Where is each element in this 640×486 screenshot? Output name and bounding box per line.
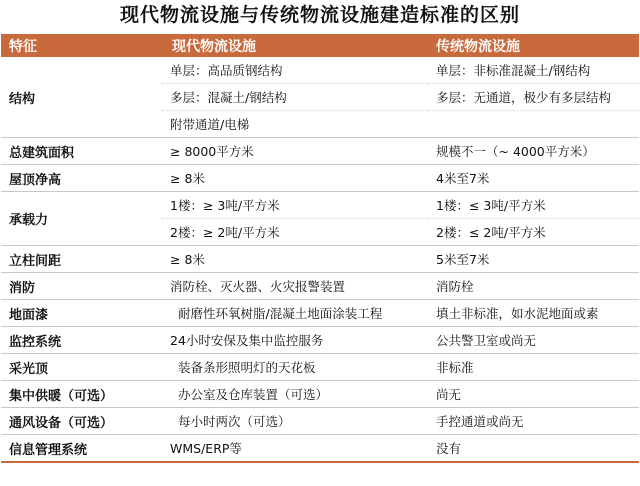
table-row bbox=[1, 408, 639, 435]
header-modern: 现代物流设施 bbox=[162, 34, 428, 57]
table-row bbox=[1, 246, 639, 273]
cell-monitor-traditional: 公共警卫室或尚无 bbox=[428, 327, 639, 354]
cell-ventilation-modern: 每小时两次（可选） bbox=[162, 408, 428, 435]
cell-area-modern: ≥ 8000平方米 bbox=[162, 138, 428, 165]
cell-floor-traditional: 填土非标准，如水泥地面或素 bbox=[428, 300, 639, 327]
cell-ventilation-traditional: 手控通道或尚无 bbox=[428, 408, 639, 435]
cell-structure-modern-3: 附带通道/电梯 bbox=[162, 111, 428, 138]
comparison-table bbox=[1, 34, 639, 463]
cell-heating-modern: 办公室及仓库装置（可选） bbox=[162, 381, 428, 408]
table-row bbox=[1, 192, 639, 219]
table-row bbox=[1, 381, 639, 408]
cell-load-traditional-1: 1楼：≤ 3吨/平方米 bbox=[428, 192, 639, 219]
feature-info: 信息管理系统 bbox=[1, 435, 162, 463]
table-row bbox=[1, 165, 639, 192]
cell-info-modern: WMS/ERP等 bbox=[162, 435, 428, 463]
cell-column-modern: ≥ 8米 bbox=[162, 246, 428, 273]
cell-structure-modern-2: 多层：混凝土/钢结构 bbox=[162, 84, 428, 111]
table-row bbox=[1, 138, 639, 165]
cell-area-traditional: 规模不一（~ 4000平方米） bbox=[428, 138, 639, 165]
cell-floor-modern: 耐磨性环氧树脂/混凝土地面涂装工程 bbox=[162, 300, 428, 327]
feature-fire: 消防 bbox=[1, 273, 162, 300]
feature-structure: 结构 bbox=[1, 57, 162, 138]
cell-structure-traditional-3 bbox=[428, 111, 639, 138]
feature-ventilation: 通风设备（可选） bbox=[1, 408, 162, 435]
cell-lighting-traditional: 非标准 bbox=[428, 354, 639, 381]
feature-load: 承载力 bbox=[1, 192, 162, 246]
feature-column: 立柱间距 bbox=[1, 246, 162, 273]
feature-heating: 集中供暖（可选） bbox=[1, 381, 162, 408]
table-row bbox=[1, 354, 639, 381]
cell-info-traditional: 没有 bbox=[428, 435, 639, 463]
cell-column-traditional: 5米至7米 bbox=[428, 246, 639, 273]
cell-structure-modern-1: 单层：高品质钢结构 bbox=[162, 57, 428, 84]
cell-fire-modern: 消防栓、灭火器、火灾报警装置 bbox=[162, 273, 428, 300]
cell-structure-traditional-2: 多层：无通道，极少有多层结构 bbox=[428, 84, 639, 111]
table-row bbox=[1, 435, 639, 463]
cell-monitor-modern: 24小时安保及集中监控服务 bbox=[162, 327, 428, 354]
feature-area: 总建筑面积 bbox=[1, 138, 162, 165]
cell-lighting-modern: 装备条形照明灯的天花板 bbox=[162, 354, 428, 381]
feature-height: 屋顶净高 bbox=[1, 165, 162, 192]
page-title: 现代物流设施与传统物流设施建造标准的区别 bbox=[119, 4, 520, 26]
cell-height-traditional: 4米至7米 bbox=[428, 165, 639, 192]
cell-load-modern-2: 2楼：≥ 2吨/平方米 bbox=[162, 219, 428, 246]
cell-height-modern: ≥ 8米 bbox=[162, 165, 428, 192]
feature-lighting: 采光顶 bbox=[1, 354, 162, 381]
feature-floor: 地面漆 bbox=[1, 300, 162, 327]
table-row bbox=[1, 57, 639, 84]
table-header-row bbox=[1, 34, 639, 57]
header-feature: 特征 bbox=[1, 34, 162, 57]
table-row bbox=[1, 300, 639, 327]
cell-load-traditional-2: 2楼：≤ 2吨/平方米 bbox=[428, 219, 639, 246]
feature-monitor: 监控系统 bbox=[1, 327, 162, 354]
cell-load-modern-1: 1楼：≥ 3吨/平方米 bbox=[162, 192, 428, 219]
cell-heating-traditional: 尚无 bbox=[428, 381, 639, 408]
cell-structure-traditional-1: 单层：非标准混凝土/钢结构 bbox=[428, 57, 639, 84]
table-row bbox=[1, 273, 639, 300]
cell-fire-traditional: 消防栓 bbox=[428, 273, 639, 300]
header-traditional: 传统物流设施 bbox=[428, 34, 639, 57]
table-row bbox=[1, 327, 639, 354]
